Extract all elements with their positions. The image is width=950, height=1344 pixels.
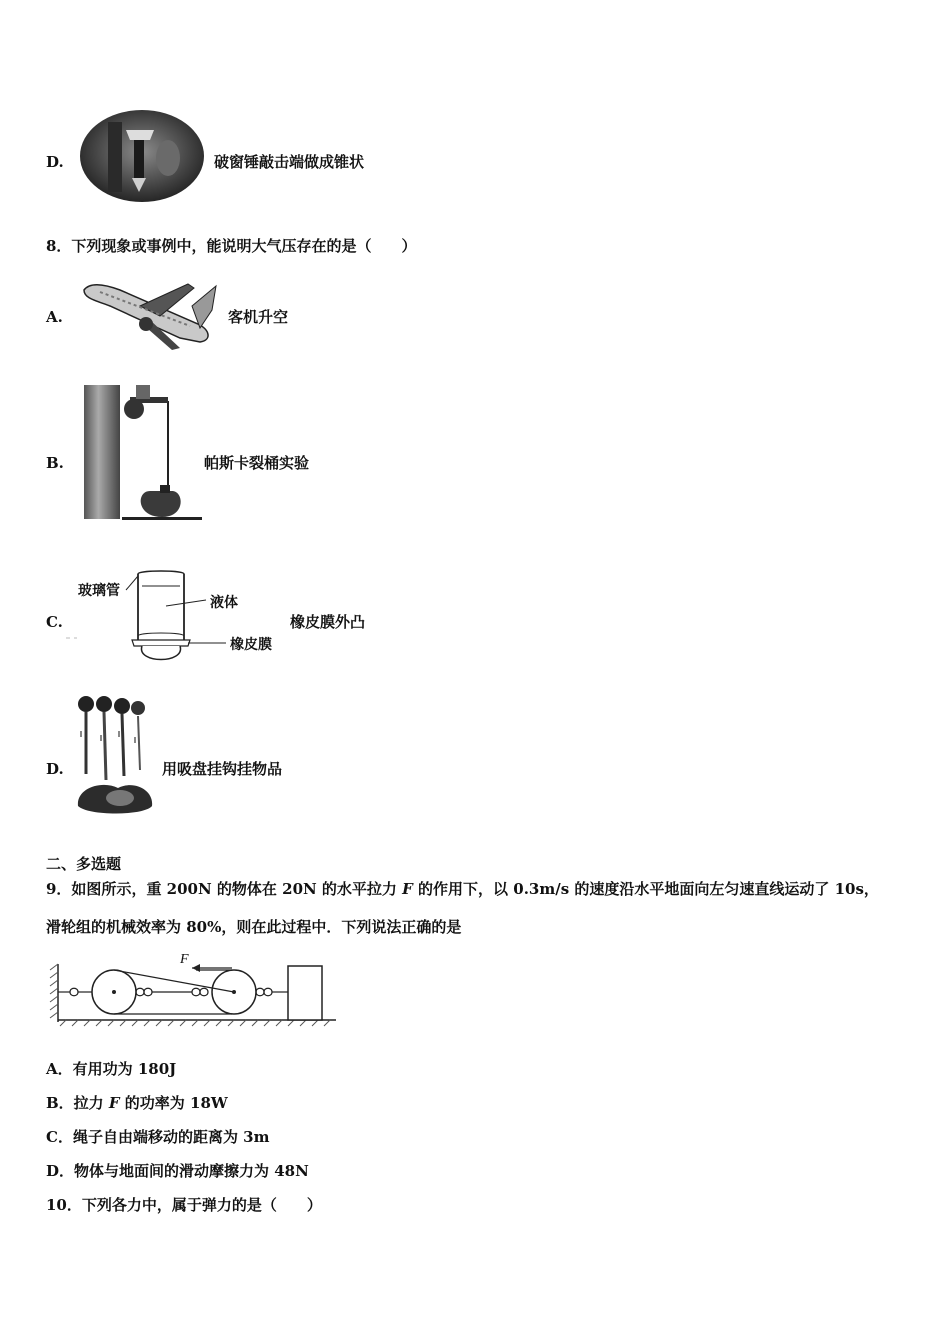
- q9-stem-line2: 滑轮组的机械效率为 80%，则在此过程中．下列说法正确的是: [46, 918, 462, 936]
- q7-option-d-text: 破窗锤敲击端做成锥状: [214, 153, 365, 171]
- q8-option-b-letter: B.: [46, 454, 64, 472]
- q9-option-b-part1: B．拉力: [46, 1094, 109, 1112]
- suction-hooks-photo: [74, 694, 160, 818]
- q9-option-b-part2: 的功率为 18W: [119, 1094, 228, 1112]
- q9-stem-part2: 的作用下，以 0.3m/s 的速度沿水平地面向左匀速直线运动了 10s，: [412, 880, 879, 898]
- q10-stem: 10．下列各力中，属于弹力的是（ ）: [46, 1196, 322, 1214]
- window-hammer-photo: [78, 108, 206, 204]
- q9-option-b: [46, 1094, 228, 1112]
- q9-stem-force-var: F: [402, 880, 413, 898]
- q9-option-c: C．绳子自由端移动的距离为 3m: [46, 1128, 270, 1146]
- q8-option-a-text: 客机升空: [228, 308, 289, 326]
- q9-option-a: A．有用功为 180J: [46, 1060, 177, 1078]
- figure-label-membrane: 橡皮膜: [230, 637, 272, 653]
- q9-stem-line1: [46, 880, 879, 898]
- q8-option-a-letter: A.: [46, 308, 63, 326]
- q8-stem: 8．下列现象或事例中，能说明大气压存在的是（ ）: [46, 237, 417, 255]
- figure-label-glass-tube: 玻璃管: [78, 583, 120, 599]
- q9-option-d: D．物体与地面间的滑动摩擦力为 48N: [46, 1162, 309, 1180]
- section-title: 二、多选题: [46, 855, 122, 873]
- figure-label-liquid: 液体: [210, 595, 238, 611]
- q8-option-d-letter: D.: [46, 760, 64, 778]
- q8-option-b-text: 帕斯卡裂桶实验: [204, 454, 310, 472]
- q9-stem-part1: 9．如图所示，重 200N 的物体在 20N 的水平拉力: [46, 880, 403, 898]
- q7-option-d-letter: D.: [46, 153, 64, 171]
- airplane-photo: [80, 276, 220, 352]
- pascal-barrel-photo: [80, 383, 204, 523]
- figure-force-label: F: [180, 952, 189, 967]
- q9-option-b-force-var: F: [108, 1094, 120, 1112]
- q8-option-c-text: 橡皮膜外凸: [290, 613, 366, 631]
- q8-option-d-text: 用吸盘挂钩挂物品: [162, 760, 283, 778]
- q8-option-c-letter: C.: [46, 613, 63, 631]
- pulley-system-diagram: [46, 950, 342, 1030]
